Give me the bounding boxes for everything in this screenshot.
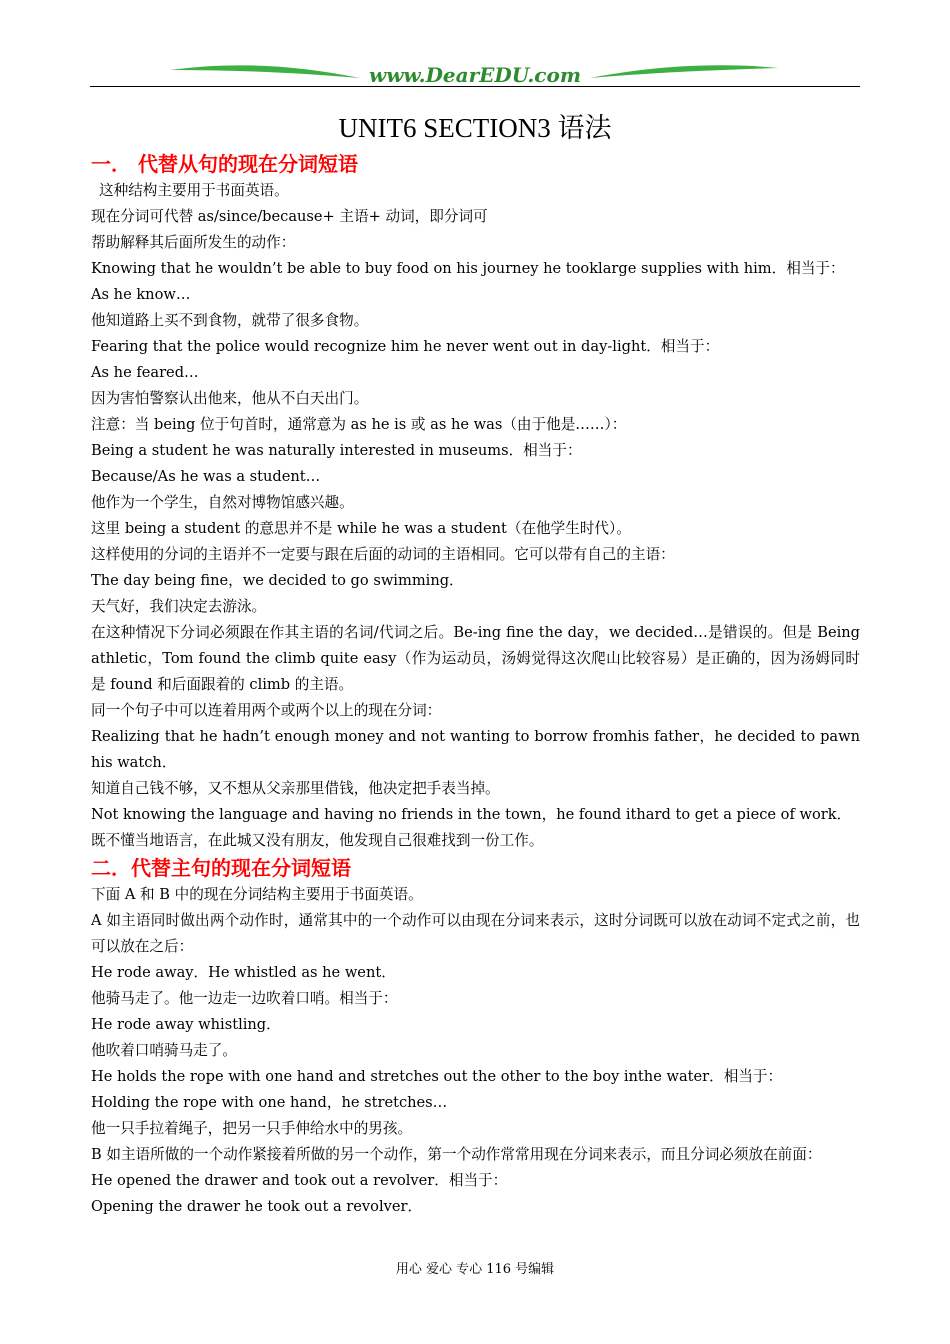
paragraph: 既不懂当地语言，在此城又没有朋友，他发现自己很难找到一份工作。 [91, 832, 544, 849]
header-rule [90, 86, 860, 87]
paragraph: He rode away whistling． [91, 1016, 281, 1033]
paragraph: 下面 A 和 B 中的现在分词结构主要用于书面英语。 [91, 886, 423, 903]
section-2-heading: 二．代替主句的现在分词短语 [91, 856, 351, 880]
paragraph: 同一个句子中可以连着用两个或两个以上的现在分词： [91, 702, 442, 719]
logo-swoosh-left [170, 65, 360, 78]
page-footer: 用心 爱心 专心 116 号编辑 [395, 1262, 555, 1277]
paragraph: 天气好，我们决定去游泳。 [91, 598, 267, 615]
paragraph: The day being fine，we decided to go swimming． [91, 572, 464, 589]
logo-swoosh-right [590, 65, 778, 78]
paragraph: 知道自己钱不够，又不想从父亲那里借钱，他决定把手表当掉。 [91, 780, 500, 797]
paragraph: Fearing that the police would recognize him he never went out in day-light．相当于： [91, 338, 720, 355]
paragraph: He rode away．He whistled as he went． [91, 964, 396, 981]
paragraph: Opening the drawer he took out a revolver． [91, 1198, 423, 1215]
paragraph: 现在分词可代替 as/since/because+ 主语+ 动词，即分词可 [91, 208, 488, 225]
paragraph: Knowing that he wouldn’t be able to buy food on his journey he tooklarge supplies with him．相当于： [91, 260, 845, 277]
site-logo [90, 58, 860, 88]
paragraph: 这样使用的分词的主语并不一定要与跟在后面的动词的主语相同。它可以带有自己的主语： [91, 546, 675, 563]
paragraph: He opened the drawer and took out a revolver．相当于： [91, 1172, 508, 1189]
paragraph: Holding the rope with one hand，he stretches… [91, 1094, 448, 1111]
paragraph: Because/As he was a student… [91, 468, 321, 485]
paragraph: As he feared… [91, 364, 199, 381]
logo-text: www.DearEDU.com [368, 63, 582, 87]
page-header [90, 58, 860, 92]
paragraph: 他一只手拉着绳子，把另一只手伸给水中的男孩。 [91, 1120, 413, 1137]
paragraph: 他吹着口哨骑马走了。 [91, 1042, 237, 1059]
section-1-heading: 一． 代替从句的现在分词短语 [91, 152, 358, 176]
paragraph: 注意：当 being 位于句首时，通常意为 as he is 或 as he was（由于他是……）： [91, 416, 627, 433]
paragraph: 他知道路上买不到食物，就带了很多食物。 [91, 312, 369, 329]
paragraph: 他骑马走了。他一边走一边吹着口哨。相当于： [91, 990, 398, 1007]
paragraph: He holds the rope with one hand and stretches out the other to the boy inthe water．相当于： [91, 1068, 783, 1085]
paragraph: 这里 being a student 的意思并不是 while he was a student（在他学生时代）。 [91, 520, 631, 537]
paragraph: 他作为一个学生，自然对博物馆感兴趣。 [91, 494, 354, 511]
paragraph: 在这种情况下分词必须跟在作其主语的名词/代词之后。Be-ing fine the day，we decided…是错误的。但是 Being athletic，Tom found the climb quite easy（作为运动员，汤姆觉得这次爬山比较容易）是正确的，因为汤姆同时是 found 和后面跟着的 climb 的主语。 [91, 624, 860, 693]
paragraph: As he know… [91, 286, 191, 303]
paragraph: 这种结构主要用于书面英语。 [99, 182, 289, 199]
paragraph: 因为害怕警察认出他来，他从不白天出门。 [91, 390, 369, 407]
paragraph: Not knowing the language and having no friends in the town，he found ithard to get a piece of work． [91, 806, 852, 823]
paragraph: Being a student he was naturally interested in museums．相当于： [91, 442, 582, 459]
page-title: UNIT6 SECTION3 语法 [338, 113, 612, 143]
document-body [91, 150, 860, 1220]
paragraph: B 如主语所做的一个动作紧接着所做的另一个动作，第一个动作常常用现在分词来表示，而且分词必须放在前面： [91, 1146, 822, 1163]
paragraph: Realizing that he hadn’t enough money and not wanting to borrow fromhis father，he decided to pawn his watch． [91, 728, 860, 771]
paragraph: 帮助解释其后面所发生的动作： [91, 234, 296, 251]
paragraph: A 如主语同时做出两个动作时，通常其中的一个动作可以由现在分词来表示，这时分词既可以放在动词不定式之前，也可以放在之后： [91, 912, 860, 955]
